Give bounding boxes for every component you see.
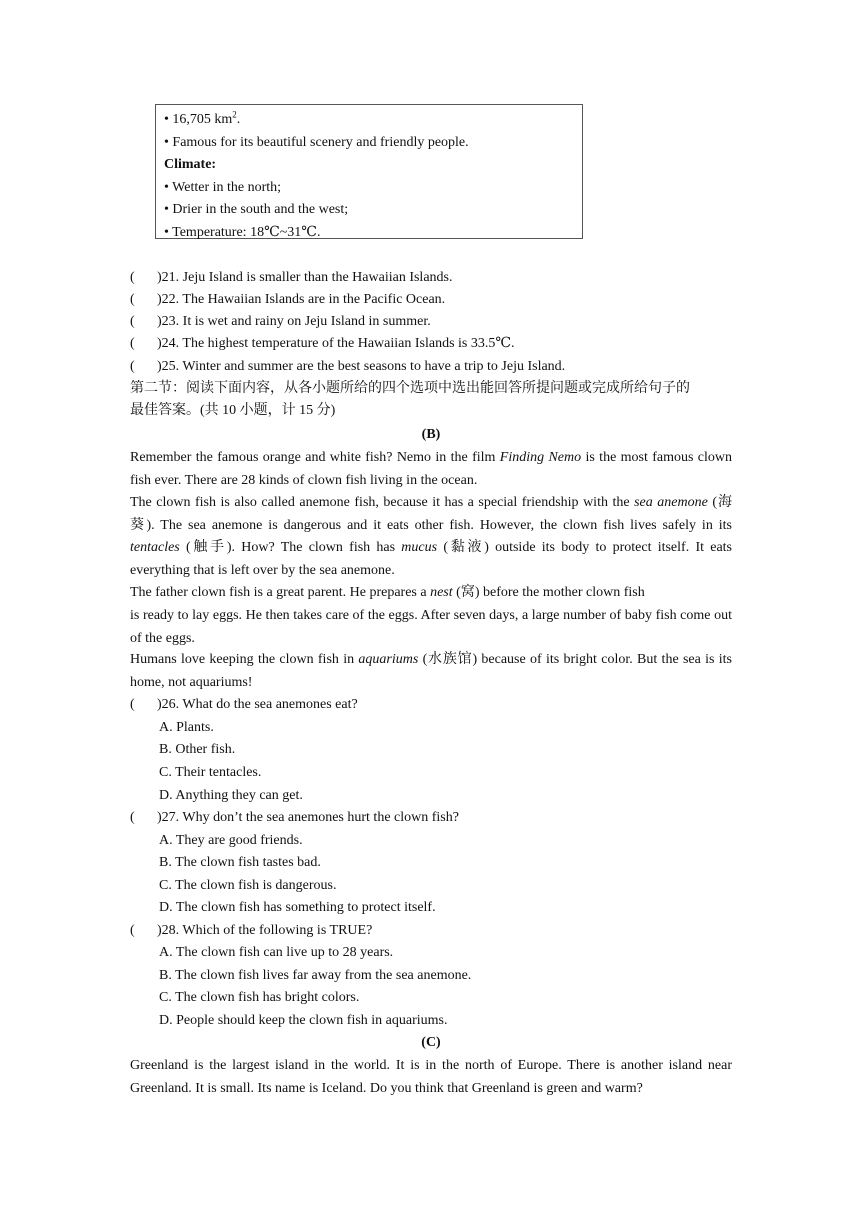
- drier-line: • Drier in the south and the west;: [164, 202, 349, 217]
- question-27: ( )27. Why don’t the sea anemones hurt the clown fish?: [130, 807, 459, 829]
- question-25: ( )25. Winter and summer are the best seasons to have a trip to Jeju Island.: [130, 356, 565, 378]
- area-line: • 16,705 $km^2$.: [164, 109, 241, 127]
- option-c: C. The clown fish is dangerous.: [159, 878, 337, 893]
- passage-c-paragraph-1: Greenland is the largest island in the world. It is in the north of Europe. There is another island near Greenland. It is small. Its name is Iceland. Do you think that Greenland is green and warm?: [130, 1058, 732, 1096]
- section-two-instruction-line1: 第二节：阅读下面内容，从各小题所给的四个选项中选出能回答所提问题或完成所给句子的: [130, 381, 690, 396]
- answer-blank[interactable]: (: [130, 697, 135, 712]
- wetter-line: • Wetter in the north;: [164, 179, 282, 195]
- option-c: C. The clown fish has bright colors.: [159, 990, 360, 1005]
- option-d: D. Anything they can get.: [159, 788, 303, 803]
- answer-blank[interactable]: (: [130, 336, 135, 351]
- option-a: A. The clown fish can live up to 28 years.: [159, 945, 394, 960]
- option-b: B. Other fish.: [159, 742, 236, 757]
- question-23: ( )23. It is wet and rainy on Jeju Island in summer.: [130, 311, 431, 333]
- climate-heading: Climate:: [164, 157, 217, 172]
- option-a: A. Plants.: [159, 720, 214, 735]
- question-26: ( )26. What do the sea anemones eat?: [130, 694, 358, 716]
- section-two-instruction-line2: 最佳答案。(共 10 小题，计 15 分): [130, 403, 336, 418]
- passage-b-paragraph-4: is ready to lay eggs. He then takes care of the eggs. After seven days, a large number of baby fish come out of the eggs.: [130, 608, 732, 646]
- passage-c-heading: (C): [421, 1035, 441, 1050]
- option-a: A. They are good friends.: [159, 833, 303, 848]
- question-28: ( )28. Which of the following is TRUE?: [130, 920, 372, 942]
- film-title: Finding Nemo: [499, 450, 582, 465]
- option-b: B. The clown fish lives far away from the sea anemone.: [159, 968, 472, 983]
- answer-blank[interactable]: (: [130, 314, 135, 329]
- option-d: D. The clown fish has something to protect itself.: [159, 900, 436, 915]
- island-info-box: [155, 104, 583, 239]
- answer-blank[interactable]: (: [130, 923, 135, 938]
- question-21: ( )21. Jeju Island is smaller than the Hawaiian Islands.: [130, 267, 452, 289]
- famous-line: • Famous for its beautiful scenery and friendly people.: [164, 134, 469, 150]
- passage-b-paragraph-3: The father clown fish is a great parent. He prepares a nest (窝) before the mother clown fish: [130, 585, 645, 600]
- answer-blank[interactable]: (: [130, 270, 135, 285]
- temperature-line: • Temperature: 18℃~31℃.: [164, 224, 321, 240]
- option-d: D. People should keep the clown fish in aquariums.: [159, 1013, 448, 1028]
- passage-b-heading: (B): [421, 427, 441, 442]
- answer-blank[interactable]: (: [130, 359, 135, 374]
- option-c: C. Their tentacles.: [159, 765, 262, 780]
- passage-b-paragraph-1: Remember the famous orange and white fish? Nemo in the film Finding Nemo is the most famous clown fish ever. There are 28 kinds of clown fish living in the ocean.: [130, 450, 732, 488]
- option-b: B. The clown fish tastes bad.: [159, 855, 321, 870]
- passage-b-paragraph-2: The clown fish is also called anemone fish, because it has a special friendship with the sea anemone (海葵). The sea anemone is dangerous and it eats other fish. However, the clown fish lives safely in its tentacles (触手). How? The clown fish has mucus (黏液) outside its body to protect itself. It eats everything that is left over by the sea anemone.: [130, 495, 732, 578]
- question-24: ( )24. The highest temperature of the Hawaiian Islands is 33.5℃.: [130, 333, 515, 355]
- answer-blank[interactable]: (: [130, 810, 135, 825]
- passage-b-paragraph-5: Humans love keeping the clown fish in aquariums (水族馆) because of its bright color. But the sea is its home, not aquariums!: [130, 652, 732, 690]
- question-22: ( )22. The Hawaiian Islands are in the Pacific Ocean.: [130, 289, 445, 311]
- answer-blank[interactable]: (: [130, 292, 135, 307]
